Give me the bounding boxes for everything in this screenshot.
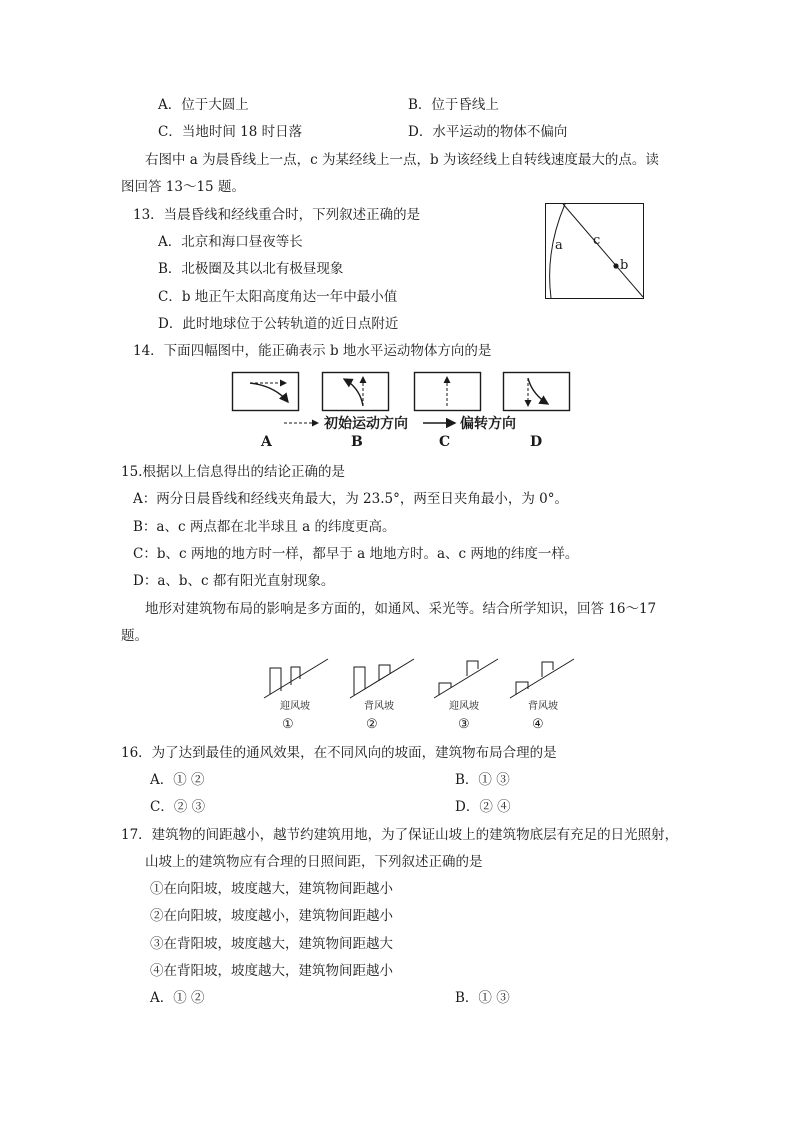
label-b: b: [620, 258, 629, 273]
q16-option-d: D．② ④: [455, 799, 511, 815]
diagram-label-c: C: [439, 434, 451, 450]
slope-panel-2: [350, 659, 414, 698]
q17-option-b: B．① ③: [455, 990, 510, 1006]
q16-stem: 16．为了达到最佳的通风效果，在不同风向的坡面，建筑物布局合理的是: [121, 745, 557, 761]
diagram-box-d: [504, 373, 570, 411]
meridian-line: [563, 204, 643, 297]
q12-option-a: A．位于大圆上: [158, 97, 249, 113]
slope-caption-2: 背风坡: [364, 701, 394, 712]
label-a: a: [555, 238, 563, 253]
q17-statement-1: ①在向阳坡，坡度越大，建筑物间距越小: [150, 881, 393, 897]
q13-option-a: A．北京和海口昼夜等长: [158, 234, 303, 250]
q17-stem-line2: 山坡上的建筑物应有合理的日照间距，下列叙述正确的是: [145, 854, 483, 870]
q15-stem: 15.根据以上信息得出的结论正确的是: [121, 464, 345, 480]
q15-option-b: B：a、c 两点都在北半球且 a 的纬度更高。: [133, 519, 396, 535]
q17-statement-3: ③在背阳坡，坡度越大，建筑物间距越大: [150, 936, 393, 952]
slope-number-4: ④: [532, 717, 544, 732]
label-c: c: [593, 233, 601, 248]
slope-building-figure: [262, 658, 582, 736]
q13-stem: 13．当晨昏线和经线重合时，下列叙述正确的是: [133, 207, 421, 223]
diagram-label-d: D: [530, 434, 543, 450]
diagram-box-c: [415, 373, 481, 411]
diagram-box-a: [233, 373, 299, 411]
q13-option-d: D．此时地球位于公转轨道的近日点附近: [158, 316, 399, 332]
intro-13-15-line1: 右图中 a 为晨昏线上一点，c 为某经线上一点，b 为该经线上自转线速度最大的点。读: [145, 152, 659, 168]
diagram-label-a: A: [261, 434, 272, 450]
deflect-arrow-a: [250, 383, 288, 402]
q15-option-a: A：两分日晨昏线和经线夹角最大，为 23.5°，两至日夹角最小，为 0°。: [133, 491, 568, 507]
q13-option-c: C．b 地正午太阳高度角达一年中最小值: [158, 289, 398, 305]
q12-option-d: D．水平运动的物体不偏向: [408, 124, 568, 140]
q17-statement-2: ②在向阳坡，坡度越小，建筑物间距越小: [150, 908, 393, 924]
q12-option-c: C．当地时间 18 时日落: [158, 124, 303, 140]
q16-option-b: B．① ③: [455, 772, 510, 788]
q16-option-c: C．② ③: [150, 799, 206, 815]
q17-statement-4: ④在背阳坡，坡度越大，建筑物间距越小: [150, 963, 393, 979]
deflection-diagram: [230, 370, 575, 450]
intro-13-15-line2: 图回答 13～15 题。: [121, 179, 245, 195]
slope-number-1: ①: [282, 717, 294, 732]
legend-deflect-label: 偏转方向: [460, 416, 516, 432]
legend-initial-label: 初始运动方向: [324, 416, 408, 432]
q17-stem-line1: 17．建筑物的间距越小，越节约建筑用地，为了保证山坡上的建筑物底层有充足的日光照射，: [121, 827, 679, 843]
q15-option-c: C：b、c 两地的地方时一样，都早于 a 地地方时。a、c 两地的纬度一样。: [133, 546, 579, 562]
point-b-dot: [613, 263, 618, 268]
deflect-arrow-d: [528, 378, 548, 404]
q14-stem: 14．下面四幅图中，能正确表示 b 地水平运动物体方向的是: [133, 343, 492, 359]
slope-panel-3: [434, 659, 498, 698]
intro-16-17-line2: 题。: [121, 628, 148, 644]
deflect-arrow-b: [344, 379, 363, 406]
q13-option-b: B．北极圈及其以北有极昼现象: [158, 261, 344, 277]
diagram-box-b: [323, 373, 389, 411]
slope-caption-1: 迎风坡: [280, 701, 310, 712]
q15-option-d: D：a、b、c 都有阳光直射现象。: [133, 573, 335, 589]
slope-caption-4: 背风坡: [528, 701, 558, 712]
slope-caption-3: 迎风坡: [449, 701, 479, 712]
q17-option-a: A．① ②: [150, 990, 205, 1006]
slope-panel-4: [510, 659, 574, 698]
q12-option-b: B．位于昏线上: [408, 97, 499, 113]
diagram-label-b: B: [351, 434, 363, 450]
terminator-meridian-figure: [545, 203, 645, 299]
slope-number-3: ③: [458, 717, 470, 732]
q16-option-a: A．① ②: [150, 772, 205, 788]
slope-number-2: ②: [366, 717, 378, 732]
slope-panel-1: [264, 659, 328, 698]
intro-16-17-line1: 地形对建筑物布局的影响是多方面的，如通风、采光等。结合所学知识，回答 16～17: [145, 601, 657, 617]
